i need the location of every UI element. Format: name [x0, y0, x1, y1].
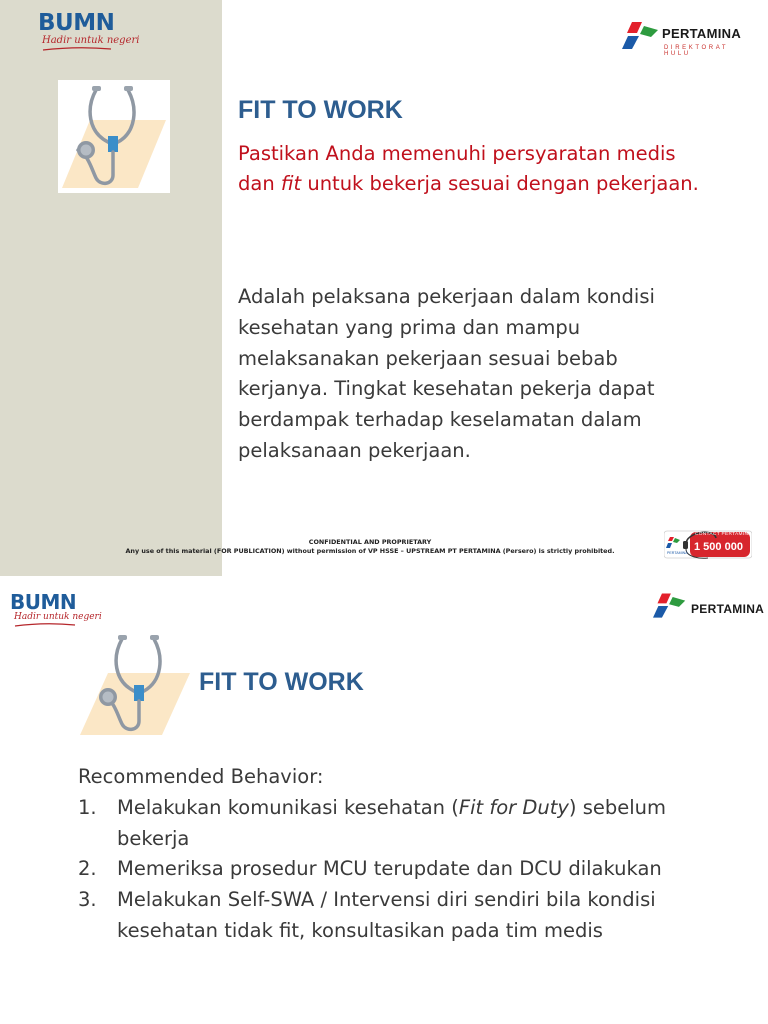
bumn-logo-word: BUMN	[38, 10, 115, 36]
recommended-heading: Recommended Behavior:	[78, 765, 324, 788]
list-item	[78, 854, 718, 885]
contact-label: CONTACT PERTAMINA	[695, 532, 752, 537]
fit-statement	[238, 139, 718, 199]
behavior-list	[78, 793, 718, 947]
fit-statement-italic: fit	[280, 172, 302, 195]
pertamina-logo-subtitle: DIREKTORAT HULU	[664, 45, 729, 57]
list-item-italic: Fit for Duty	[458, 795, 569, 819]
list-item	[78, 793, 718, 855]
fit-statement-part1: Pastikan Anda memenuhi persyaratan medis dan	[238, 142, 676, 195]
contact-badge	[664, 528, 752, 560]
footer-line-2: Any use of this material (FOR PUBLICATION) without permission of VP HSSE – UPSTREAM PT PERTAMINA (Persero) is strictly prohibited.	[125, 546, 615, 555]
page-title: FIT TO WORK	[238, 96, 403, 124]
footer-line-1: CONFIDENTIAL AND PROPRIETARY	[308, 538, 432, 546]
stethoscope-icon	[76, 631, 192, 737]
stethoscope-card	[76, 631, 192, 737]
pertamina-logo-icon	[622, 22, 660, 50]
list-item-text: Melakukan Self-SWA / Intervensi diri sendiri bila kondisi kesehatan tidak fit, konsultasikan pada tim medis	[117, 888, 656, 942]
pertamina-logo	[653, 593, 764, 619]
contact-mini-logo: PERTAMINA	[667, 551, 688, 555]
stethoscope-icon	[58, 80, 170, 193]
list-item-number: 2.	[78, 857, 97, 881]
bumn-logo-word: BUMN	[10, 590, 77, 614]
list-item	[78, 885, 718, 947]
list-item-number: 1.	[78, 795, 97, 819]
fit-statement-part2: untuk bekerja sesuai dengan pekerjaan.	[301, 172, 699, 195]
page-title: FIT TO WORK	[199, 668, 364, 696]
pertamina-logo-word: PERTAMINA	[662, 25, 742, 41]
recommended-behavior	[78, 762, 718, 947]
slide-2	[0, 576, 768, 1024]
definition-paragraph: Adalah pelaksana pekerjaan dalam kondisi kesehatan yang prima dan mampu melaksanakan pekerjaan sesuai bebab kerjanya. Tingkat kesehatan pekerja dapat berdampak terhadap keselamatan dalam pelaksanaan pekerjaan.	[238, 285, 655, 462]
bumn-logo	[10, 592, 102, 628]
list-item-text-after: ) sebelum bekerja	[117, 795, 667, 850]
contact-number: 1 500 000	[694, 541, 743, 553]
pertamina-logo-word: PERTAMINA	[691, 602, 765, 616]
confidential-footer	[90, 538, 650, 555]
bumn-logo-tagline: Hadir untuk negeri	[42, 35, 140, 46]
list-item-number: 3.	[78, 888, 97, 912]
list-item-text: Melakukan komunikasi kesehatan (	[117, 795, 459, 819]
stethoscope-card	[58, 80, 170, 193]
bumn-swoosh-icon	[13, 622, 77, 628]
bumn-swoosh-icon	[41, 46, 113, 52]
list-item-text: Memeriksa prosedur MCU terupdate dan DCU dilakukan	[117, 857, 662, 881]
bumn-logo-tagline: Hadir untuk negeri	[14, 612, 102, 622]
bumn-logo	[38, 12, 139, 52]
pertamina-logo-icon	[653, 593, 687, 619]
pertamina-logo	[622, 22, 742, 57]
